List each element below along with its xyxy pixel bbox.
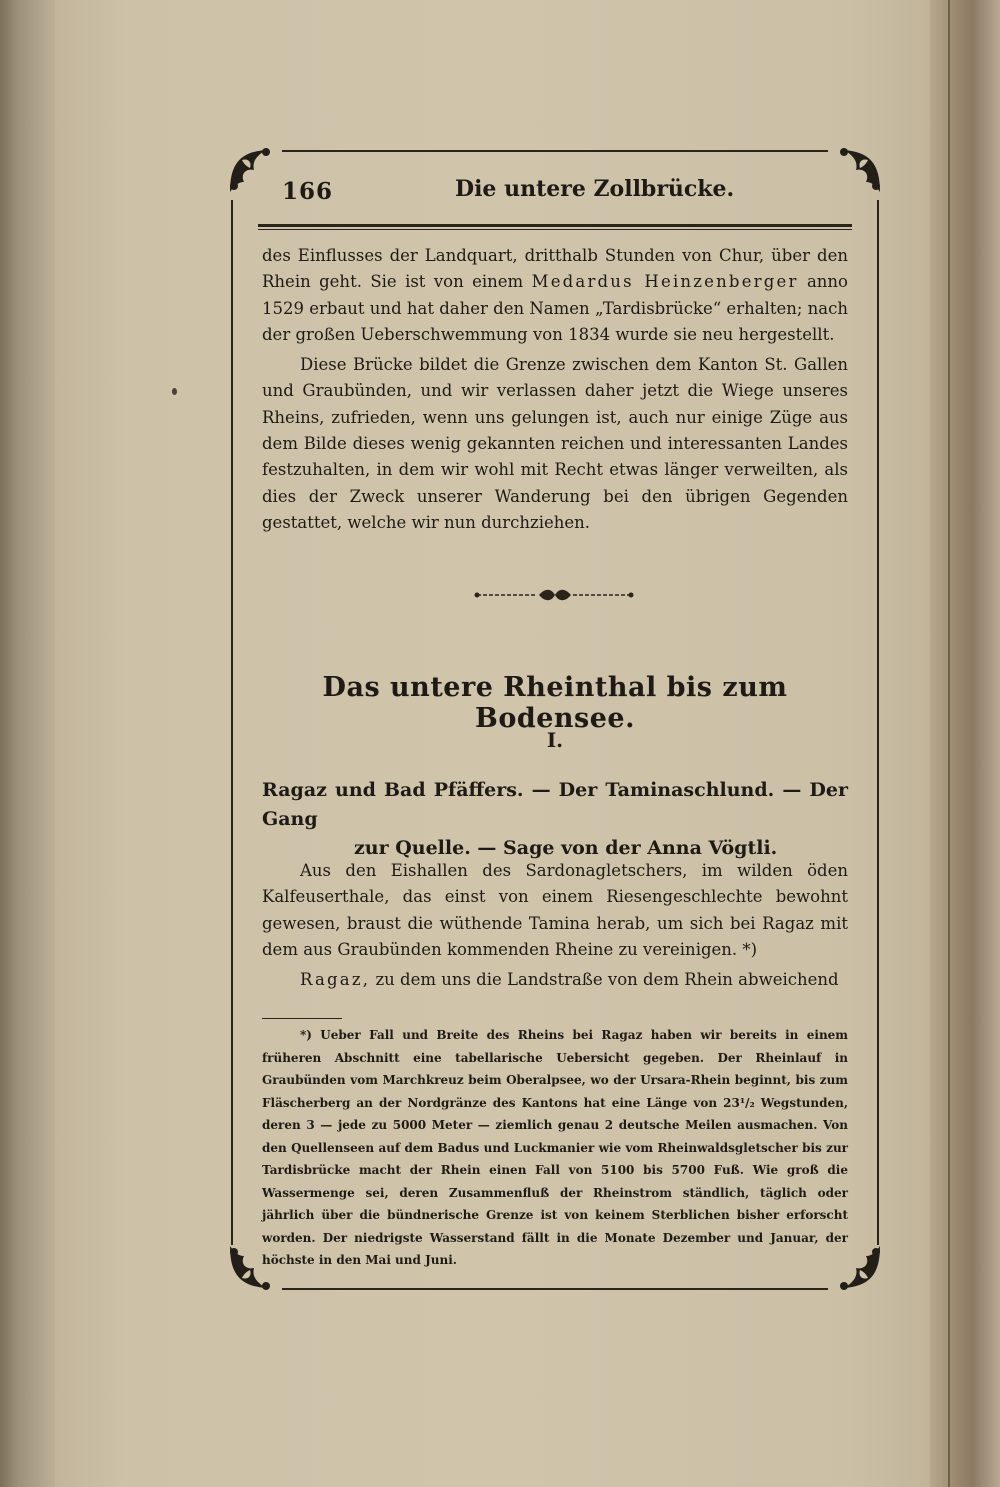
body-text-bottom bbox=[262, 858, 848, 993]
paragraph-text: zu dem uns die Landstraße von dem Rhein abweichend bbox=[375, 970, 839, 990]
body-text-top bbox=[262, 243, 848, 536]
ink-speck bbox=[172, 388, 177, 395]
person-name: Medardus Heinzenberger bbox=[531, 272, 799, 292]
paragraph-text: des Einflusses der Landquart, dritthalb Stunden von Chur, über den Rhein geht. Sie ist von einem bbox=[262, 246, 848, 292]
footnote-rule bbox=[262, 1018, 342, 1019]
page-number: 166 bbox=[282, 178, 334, 205]
book-edge-right bbox=[930, 0, 1000, 1487]
place-name: Ragaz, bbox=[300, 970, 371, 990]
footnote bbox=[262, 1024, 848, 1272]
paragraph bbox=[262, 967, 848, 993]
summary-line: Ragaz und Bad Pfäffers. — Der Taminaschlund. — Der Gang bbox=[262, 779, 848, 830]
section-numeral: I. bbox=[546, 728, 564, 752]
paragraph: Aus den Eishallen des Sardonagletschers, im wilden öden Kalfeuserthale, das einst von einem Riesengeschlechte bewohnt gewesen, braust die wüthende Tamina herab, um sich bei Ragaz mit dem aus Graubünden kommenden Rheine zu vereinigen. *) bbox=[262, 861, 848, 959]
corner-ornament-icon bbox=[832, 144, 884, 196]
summary-line: zur Quelle. — Sage von der Anna Vögtli. bbox=[354, 837, 778, 859]
running-head: Die untere Zollbrücke. bbox=[455, 176, 735, 202]
section-title: Das untere Rheinthal bis zum Bodensee. bbox=[322, 672, 788, 734]
paragraph-text: anno 1529 erbaut und hat daher den Namen „Tardisbrücke“ erhalten; nach der großen Ueberschwemmung von 1834 wurde sie neu hergestellt. bbox=[262, 272, 848, 344]
frame-top bbox=[282, 150, 828, 152]
header-rule-thin bbox=[258, 229, 852, 230]
frame-right bbox=[877, 200, 879, 1245]
header-rule bbox=[258, 224, 852, 227]
chapter-summary bbox=[262, 776, 848, 863]
footnote-text: *) Ueber Fall und Breite des Rheins bei Ragaz haben wir bereits in einem früheren Abschnitt eine tabellarische Uebersicht gegeben. Der Rheinlauf in Graubünden vom Marchkreuz beim Oberalpsee, wo der Ursara-Rhein beginnt, bis zum Fläscherberg an der Nordgränze des Kantons hat eine Länge von 23¹/₂ Wegstunden, deren 3 — jede zu 5000 Meter — ziemlich genau 2 deutsche Meilen ausmachen. Von den Quellenseen auf dem Badus und Luckmanier wie vom Rheinwaldsgletscher bis zur Tardisbrücke macht der Rhein einen Fall von 5100 bis 5700 Fuß. Wie groß die Wassermenge sei, deren Zusammenfluß der Rheinstrom ständlich, täglich oder jährlich über die bündnerische Grenze ist von keinem Sterblichen bisher erforscht worden. Der niedrigste Wasserstand fällt in die Monate Dezember und Januar, der höchste in den Mai und Juni. bbox=[262, 1028, 848, 1267]
paragraph: Diese Brücke bildet die Grenze zwischen dem Kanton St. Gallen und Graubünden, und wir verlassen daher jetzt die Wiege unseres Rheins, zufrieden, wenn uns gelungen ist, auch nur einige Züge aus dem Bilde dieses wenig gekannten reichen und interessanten Landes festzuhalten, in dem wir wohl mit Recht etwas länger verweilten, als dies der Zweck unserer Wanderung bei den übrigen Gegenden gestattet, welche wir nun durchziehen. bbox=[262, 355, 848, 532]
page-edge-line bbox=[948, 0, 950, 1487]
paragraph-continuation bbox=[262, 243, 848, 348]
frame-left bbox=[231, 200, 233, 1245]
frame-bottom bbox=[282, 1288, 828, 1290]
ornamental-divider-icon bbox=[455, 588, 655, 602]
corner-ornament-icon bbox=[226, 144, 278, 196]
